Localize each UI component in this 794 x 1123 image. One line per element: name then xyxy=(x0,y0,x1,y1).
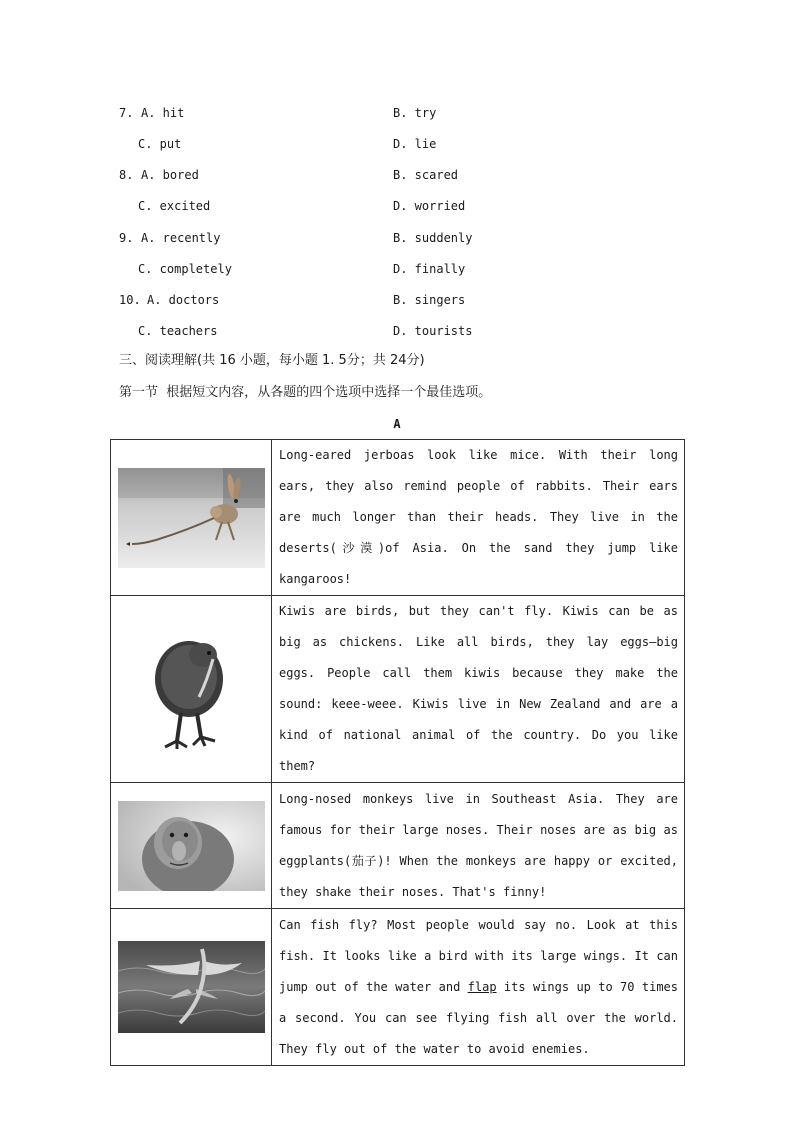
monkey-paragraph: Long-nosed monkeys live in Southeast Asia. They are famous for their large noses. Their noses are as big as eggplants(茄子)! When the monkeys are happy or excited, they shake their noses. That's finny! xyxy=(279,791,678,899)
image-cell xyxy=(111,909,272,1066)
question-number: 10. xyxy=(119,293,141,307)
table-row xyxy=(111,783,685,909)
long-nosed-monkey-photo xyxy=(118,801,265,891)
question-number: 9. xyxy=(119,231,134,245)
table-row xyxy=(111,596,685,783)
option-c: C. teachers xyxy=(138,324,218,338)
jerboa-paragraph: Long-eared jerboas look like mice. With their long ears, they also remind people of rabbits. Their ears are much longer than their heads. They live in the deserts(沙漠)of Asia. On the sand they jump like kangaroos! xyxy=(279,448,678,586)
section-title: 三、阅读理解(共 16 小题，每小题 1. 5分；共 24分) xyxy=(119,353,425,368)
text-cell xyxy=(272,909,685,1066)
option-b: B. scared xyxy=(393,168,459,182)
question-number: 8. xyxy=(119,168,134,182)
option-c: C. excited xyxy=(138,199,211,213)
passage-label: A xyxy=(393,417,401,431)
option-a: A. hit xyxy=(141,106,185,120)
image-cell xyxy=(111,596,272,783)
option-c: C. put xyxy=(138,137,182,151)
text-cell xyxy=(272,596,685,783)
flying-fish-paragraph xyxy=(279,910,678,1065)
kiwi-paragraph: Kiwis are birds, but they can't fly. Kiwis can be as big as chickens. Like all birds, they lay eggs—big eggs. People call them kiwis because they make the sound: keee-weee. Kiwis live in New Zealand and are a kind of national animal of the country. Do you like them? xyxy=(279,604,678,773)
text-before: Can fish fly? Most people would say no. Look at this fish. It looks like a bird with its large wings. It can jump out of the water and xyxy=(279,917,678,994)
option-b: B. singers xyxy=(393,293,466,307)
option-c: C. completely xyxy=(138,262,232,276)
underlined-word: flap xyxy=(467,979,497,994)
option-d: D. worried xyxy=(393,199,466,213)
option-a: A. doctors xyxy=(147,293,220,307)
flying-fish-photo xyxy=(118,941,265,1033)
table-row xyxy=(111,909,685,1066)
jerboa-photo xyxy=(118,468,265,568)
text-cell xyxy=(272,783,685,909)
option-a: A. bored xyxy=(141,168,199,182)
text-cell xyxy=(272,440,685,596)
animal-table xyxy=(110,439,685,1066)
image-cell xyxy=(111,783,272,909)
option-b: B. try xyxy=(393,106,437,120)
option-b: B. suddenly xyxy=(393,231,473,245)
text-after: its wings up to 70 times a second. You can see flying fish all over the world. They fly out of the water to avoid enemies. xyxy=(279,979,678,1056)
section-instruction: 第一节 根据短文内容，从各题的四个选项中选择一个最佳选项。 xyxy=(119,385,492,400)
option-d: D. tourists xyxy=(393,324,473,338)
option-d: D. finally xyxy=(393,262,466,276)
kiwi-photo xyxy=(141,619,241,759)
option-d: D. lie xyxy=(393,137,437,151)
option-a: A. recently xyxy=(141,231,221,245)
table-row xyxy=(111,440,685,596)
image-cell xyxy=(111,440,272,596)
question-number: 7. xyxy=(119,106,134,120)
